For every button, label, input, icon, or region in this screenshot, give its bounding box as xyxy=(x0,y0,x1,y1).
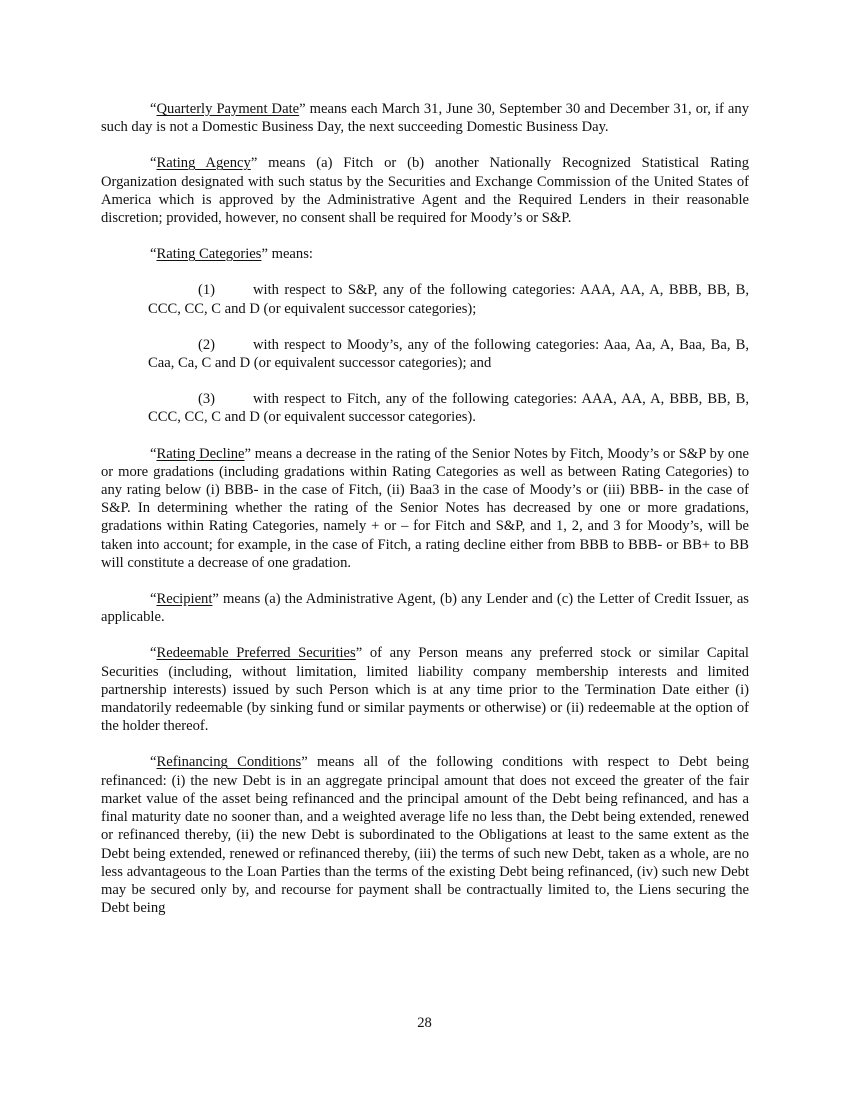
definition-rating-categories: “Rating Categories” means: xyxy=(150,246,313,263)
definition-text: of any Person means any preferred stock or similar Capital Securities (including, without limitation, limited liability company membership interests and limited partnership interests) issued by such Person which is at any time prior to the Termination Date either (i) mandatorily redeemable (by sinking fund or similar payments or otherwise) or (ii) redeemable at the option of the holder thereof. xyxy=(101,645,749,735)
definition-refinancing-conditions: “Refinancing Conditions” means all of the following conditions with respect to Debt being refinanced: (i) the new Debt is in an aggregate principal amount that does not exceed the greater of the fair market value of the asset being refinanced and the principal amount of the Debt being refinanced, and has a final maturity date no sooner than, and a weighted average life no less than, the Debt being extended, renewed or refinanced thereby, (ii) the new Debt is subordinated to the Obligations at least to the same extent as the Debt being extended, renewed or refinanced thereby, (iii) the terms of such new Debt, taken as a whole, are no less advantageous to the Loan Parties than the terms of the existing Debt being refinanced, (iv) such new Debt may be secured only by, and recourse for payment shall be contractually limited to, the Liens securing the Debt being xyxy=(101,754,749,917)
definition-redeemable-preferred-securities: “Redeemable Preferred Securities” of any Person means any preferred stock or similar Capital Securities (including, without limitation, limited liability company membership interests and limited partnership interests) issued by such Person which is at any time prior to the Termination Date either (i) mandatorily redeemable (by sinking fund or similar payments or otherwise) or (ii) redeemable at the option of the holder thereof. xyxy=(101,645,749,735)
definition-text: means (a) the Administrative Agent, (b) any Lender and (c) the Letter of Credit Issuer, as applicable. xyxy=(101,591,749,626)
rating-category-item xyxy=(148,390,749,426)
defined-term: Rating Agency xyxy=(156,155,251,172)
item-number: (3) xyxy=(198,391,216,408)
defined-term: Rating Categories xyxy=(156,246,262,263)
definition-quarterly-payment-date: “Quarterly Payment Date” means each March 31, June 30, September 30 and December 31, or, if any such day is not a Domestic Business Day, the next succeeding Domestic Business Day. xyxy=(101,101,749,136)
item-text: with respect to Fitch, any of the following categories: AAA, AA, A, BBB, BB, B, CCC, CC, C and D (or equivalent successor categories). xyxy=(148,391,749,426)
definition-text: means all of the following conditions with respect to Debt being refinanced: (i) the new Debt is in an aggregate principal amount that does not exceed the greater of the fair market value of the asset being refinanced and the principal amount of the Debt being refinanced, and has a final maturity date no sooner than, and a weighted average life no less than, the Debt being extended, renewed or refinanced thereby, (ii) the new Debt is subordinated to the Obligations at least to the same extent as the Debt being extended, renewed or refinanced thereby, (iii) the terms of such new Debt, taken as a whole, are no less advantageous to the Loan Parties than the terms of the existing Debt being refinanced, (iv) such new Debt may be secured only by, and recourse for payment shall be contractually limited to, the Liens securing the Debt being xyxy=(101,754,749,917)
defined-term: Redeemable Preferred Securities xyxy=(156,645,356,662)
definition-text: means: xyxy=(267,246,313,263)
defined-term: Recipient xyxy=(156,591,213,608)
item-text: with respect to Moody’s, any of the following categories: Aaa, Aa, A, Baa, Ba, B, Caa, Ca, C and D (or equivalent successor categories); and xyxy=(148,336,749,372)
definition-text: means (a) Fitch or (b) another Nationally Recognized Statistical Rating Organization designated with such status by the Securities and Exchange Commission of the United States of America which is approved by the Administrative Agent and the Required Lenders in their reasonable discretion; provided, however, no consent shall be required for Moody’s or S&P. xyxy=(101,155,749,227)
defined-term: Refinancing Conditions xyxy=(156,754,302,771)
defined-term: Quarterly Payment Date xyxy=(156,101,300,117)
item-number: (2) xyxy=(198,336,216,353)
rating-category-item xyxy=(148,281,749,317)
document-page xyxy=(101,100,749,935)
item-number: (1) xyxy=(198,282,216,299)
definition-recipient: “Recipient” means (a) the Administrative Agent, (b) any Lender and (c) the Letter of Credit Issuer, as applicable. xyxy=(101,591,749,626)
defined-term: Rating Decline xyxy=(156,445,245,462)
definition-rating-agency: “Rating Agency” means (a) Fitch or (b) another Nationally Recognized Statistical Rating Organization designated with such status by the Securities and Exchange Commission of the United States of America which is approved by the Administrative Agent and the Required Lenders in their reasonable discretion; provided, however, no consent shall be required for Moody’s or S&P. xyxy=(101,155,749,227)
item-text: with respect to S&P, any of the following categories: AAA, AA, A, BBB, BB, B, CCC, CC, C and D (or equivalent successor categories); xyxy=(148,282,749,317)
definition-text: means a decrease in the rating of the Senior Notes by Fitch, Moody’s or S&P by one or more gradations (including gradations within Rating Categories as well as between Rating Categories) to any rating below (i) BBB- in the case of Fitch, (ii) Baa3 in the case of Moody’s or (iii) BBB- in the case of S&P. In determining whether the rating of the Senior Notes has decreased by one or more gradations, gradations within Rating Categories, namely + or – for Fitch and S&P, and 1, 2, and 3 for Moody’s, will be taken into account; for example, in the case of Fitch, a rating decline either from BBB to BBB- or BB+ to BB will constitute a decrease of one gradation. xyxy=(101,445,749,571)
definition-rating-decline: “Rating Decline” means a decrease in the rating of the Senior Notes by Fitch, Moody’s or S&P by one or more gradations (including gradations within Rating Categories as well as between Rating Categories) to any rating below (i) BBB- in the case of Fitch, (ii) Baa3 in the case of Moody’s or (iii) BBB- in the case of S&P. In determining whether the rating of the Senior Notes has decreased by one or more gradations, gradations within Rating Categories, namely + or – for Fitch and S&P, and 1, 2, and 3 for Moody’s, will be taken into account; for example, in the case of Fitch, a rating decline either from BBB to BBB- or BB+ to BB will constitute a decrease of one gradation. xyxy=(101,445,749,571)
page-number: 28 xyxy=(417,1015,432,1031)
rating-category-item xyxy=(148,336,749,372)
definition-text: means each March 31, June 30, September 30 and December 31, or, if any such day is not a Domestic Business Day, the next succeeding Domestic Business Day. xyxy=(101,101,749,136)
